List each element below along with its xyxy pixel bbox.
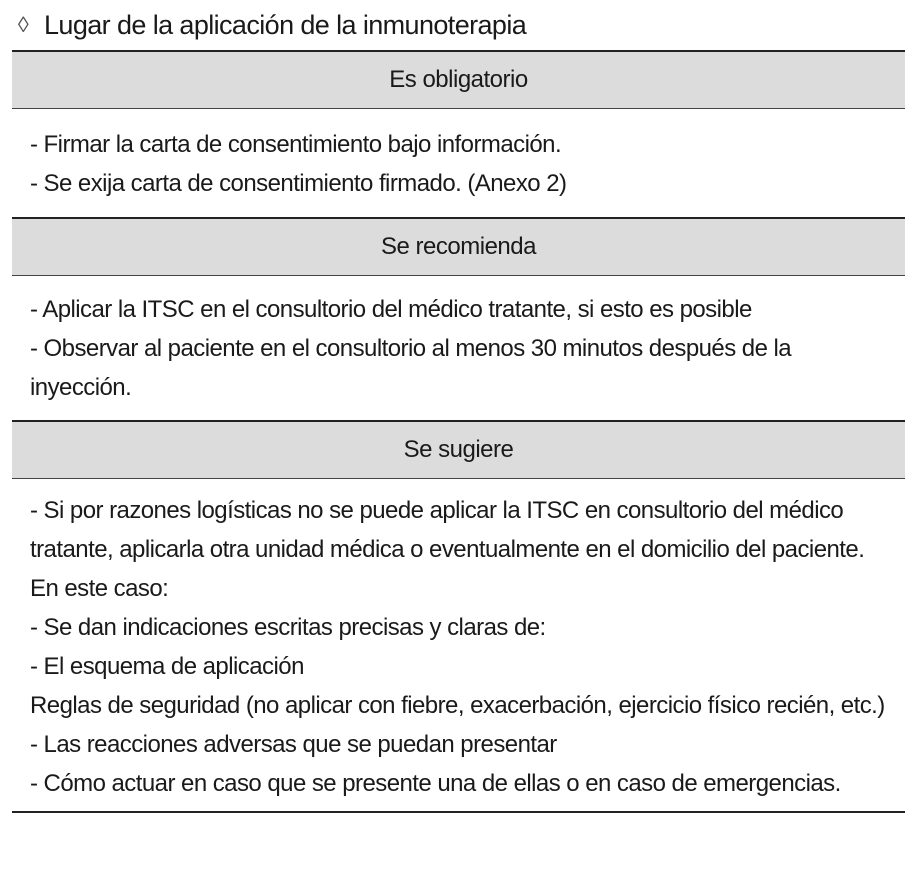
list-item: - Si por razones logísticas no se puede aplicar la ITSC en consultorio del médico tratante, aplicarla otra unidad médica o eventualmente en el domicilio del paciente. En este caso: <box>30 497 865 602</box>
body-es-obligatorio <box>12 109 905 217</box>
header-es-obligatorio <box>12 50 905 109</box>
header-label: Es obligatorio <box>389 66 528 93</box>
header-se-sugiere <box>12 420 905 479</box>
body-se-sugiere <box>12 479 905 811</box>
list-item: - Cómo actuar en caso que se presente una de ellas o en caso de emergencias. <box>30 770 841 797</box>
list-item: - El esquema de aplicación <box>30 653 304 680</box>
header-se-recomienda <box>12 217 905 276</box>
section-title <box>10 6 526 44</box>
list-item: - Las reacciones adversas que se puedan presentar <box>30 731 557 758</box>
header-label: Se recomienda <box>381 233 536 260</box>
list-item: - Se exija carta de consentimiento firmado. (Anexo 2) <box>30 170 567 197</box>
list-item: - Observar al paciente en el consultorio al menos 30 minutos después de la inyección. <box>30 335 792 401</box>
list-item: - Firmar la carta de consentimiento bajo información. <box>30 131 562 158</box>
list-item: Reglas de seguridad (no aplicar con fiebre, exacerbación, ejercicio físico recién, etc.) <box>30 692 885 719</box>
header-label: Se sugiere <box>403 436 514 463</box>
title-text: Lugar de la aplicación de la inmunoterapia <box>44 9 527 40</box>
table-bottom-rule <box>12 811 905 813</box>
recommendation-table <box>12 50 905 813</box>
list-item: - Se dan indicaciones escritas precisas y claras de: <box>30 614 546 641</box>
body-se-recomienda <box>12 276 905 420</box>
list-item: - Aplicar la ITSC en el consultorio del médico tratante, si esto es posible <box>30 296 752 323</box>
diamond-outline-icon: ◊ <box>17 12 29 37</box>
